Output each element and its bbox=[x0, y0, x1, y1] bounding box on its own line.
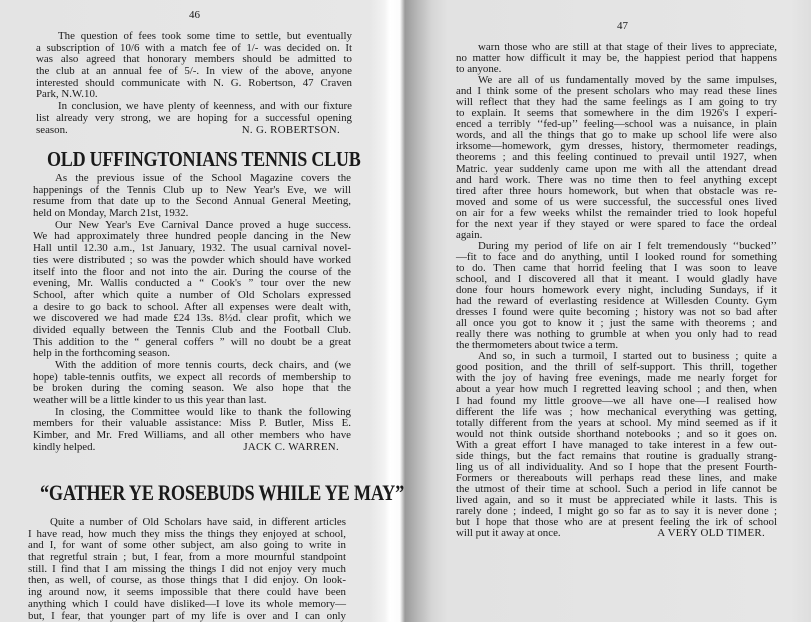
text-line-content: will put it away at once. bbox=[456, 527, 561, 539]
text-line: itself into the floor and not into the air. During the course of the bbox=[33, 267, 351, 279]
text-line bbox=[456, 528, 777, 539]
tennis-club-heading: OLD UFFINGTONIANS TENNIS CLUB bbox=[47, 147, 360, 172]
text-line bbox=[33, 442, 351, 454]
paragraph bbox=[36, 31, 352, 101]
text-line: with the joy of having free evenings, made me nearly forget for bbox=[456, 373, 777, 384]
text-line: held on Monday, March 21st, 1932. bbox=[33, 208, 351, 220]
text-line: totally different from the years at school. My mind seemed as if it bbox=[456, 418, 777, 429]
text-line: With a great effort I have managed to take interest in a few out- bbox=[456, 440, 777, 451]
rosebuds-text bbox=[28, 517, 346, 622]
football-club-text bbox=[36, 31, 352, 136]
text-line: that regretful strain ; but, I fear, from a more mournful standpoint bbox=[28, 552, 346, 564]
text-line: help in the forthcoming season. bbox=[33, 348, 351, 360]
text-line: interested should communicate with N. G. Robertson, 47 Craven bbox=[36, 78, 352, 90]
text-line: happenings of the Tennis Club up to New Year's Eve, we will bbox=[33, 185, 351, 197]
author-signature: N. G. ROBERTSON. bbox=[242, 125, 340, 137]
text-line: weather will be a little kinder to us this year than last. bbox=[33, 395, 351, 407]
text-line: Park, N.W.10. bbox=[36, 89, 352, 101]
text-line: but, I fear, that younger part of my life is over and I can only bbox=[28, 611, 346, 622]
text-line: still. I find that I am missing the things I did not enjoy very much bbox=[28, 564, 346, 576]
text-line: was also agreed that honorary members should be admitted to bbox=[36, 54, 352, 66]
text-line: list already very strong, we are hoping for a successful opening bbox=[36, 113, 352, 125]
text-line: Hall until 12.30 a.m., 1st January, 1932. The usual carnival novel- bbox=[33, 243, 351, 255]
text-line: a desire to go back to school. After all expenses were dealt with, bbox=[33, 302, 351, 314]
author-signature: A VERY OLD TIMER. bbox=[657, 528, 765, 539]
text-line-content: season. bbox=[36, 124, 68, 136]
text-line bbox=[36, 125, 352, 137]
paragraph bbox=[33, 360, 351, 407]
rosebuds-heading: “GATHER YE ROSEBUDS WHILE YE MAY” bbox=[40, 480, 404, 506]
text-line: different the life was ; how mechanical everything was getting, bbox=[456, 407, 777, 418]
paragraph bbox=[456, 241, 777, 351]
text-line: and I think some of the present scholars who may read these lines bbox=[456, 86, 777, 97]
text-line: for the next year if they stayed or were spared to face the ordeal bbox=[456, 219, 777, 230]
text-line: would not think outside shorthand notebooks ; and so it goes on. bbox=[456, 429, 777, 440]
text-line: side things, but the fact remains that routine is gradually strang- bbox=[456, 451, 777, 462]
text-line: We had approximately three hundred people dancing in the New bbox=[33, 231, 351, 243]
text-line: enced a terribly ‘‘fed-up’’ feeling—school was a nuisance, in plain bbox=[456, 119, 777, 130]
text-line: good position, and the thrill of self-support. This thrill, together bbox=[456, 362, 777, 373]
text-line: then, as well, of course, as those things that I did enjoy. On look- bbox=[28, 575, 346, 587]
text-line: we discovered we had made £24 13s. 8½d. clear profit, which we bbox=[33, 313, 351, 325]
text-line: Quite a number of Old Scholars have said, in different articles bbox=[28, 517, 346, 529]
text-line: This addition to the “ general coffers ” will no doubt be a great bbox=[33, 337, 351, 349]
author-signature: JACK C. WARREN. bbox=[243, 442, 339, 454]
text-line: dresses I found were quite becoming ; history was not so bad after bbox=[456, 307, 777, 318]
text-line: The question of fees took some time to settle, but eventually bbox=[36, 31, 352, 43]
text-line: to anyone. bbox=[456, 64, 777, 75]
text-line: again. bbox=[456, 230, 777, 241]
paragraph bbox=[28, 517, 346, 622]
text-line: ling us of all individuality. And so I hope that the present Fourth- bbox=[456, 462, 777, 473]
rosebuds-continued-text bbox=[456, 42, 777, 539]
text-line: ing around now, it seems impossible that there could have been bbox=[28, 587, 346, 599]
text-line: We are all of us fundamentally moved by the same impulses, bbox=[456, 75, 777, 86]
text-line: rarely done ; indeed, I might go so far as to say it is never done ; bbox=[456, 506, 777, 517]
text-line: and I, for want of some other subject, am also going to write in bbox=[28, 540, 346, 552]
text-line: moved and some of us were successful, the successful ones lived bbox=[456, 197, 777, 208]
text-line: the thermometers about twice a term. bbox=[456, 340, 777, 351]
text-line: to explain. It seems that somewhere in the dim 1926's I experi- bbox=[456, 108, 777, 119]
text-line: no matter how difficult it may be, the happiest period that happens bbox=[456, 53, 777, 64]
text-line: but I hope that those who are at present feeling the irk of school bbox=[456, 517, 777, 528]
text-line-content: kindly helped. bbox=[33, 441, 95, 453]
text-line: Our New Year's Eve Carnival Dance proved a huge success. bbox=[33, 220, 351, 232]
text-line: lived again, and so it must be appreciated while it lasts. This is bbox=[456, 495, 777, 506]
text-line: I had found my little groove—we all have one—I realised how bbox=[456, 396, 777, 407]
text-line: In conclusion, we have plenty of keenness, and with our fixture bbox=[36, 101, 352, 113]
text-line: tired after three hours homework, but when that obstacle was re- bbox=[456, 186, 777, 197]
paragraph bbox=[33, 407, 351, 454]
text-line: theorems ; and this feeling continued to prevail until 1927, when bbox=[456, 152, 777, 163]
paragraph bbox=[36, 101, 352, 136]
text-line: During my period of life on air I felt tremendously ‘‘bucked’’ bbox=[456, 241, 777, 252]
text-line: divided equally between the Tennis Club and the Football Club. bbox=[33, 325, 351, 337]
paragraph bbox=[33, 173, 351, 220]
text-line: Matric. year suddenly came upon me with all the attendant dread bbox=[456, 164, 777, 175]
text-line: the utmost of their time at school. Such a period in life cannot be bbox=[456, 484, 777, 495]
text-line: words, and all the things that go to make up school life were also bbox=[456, 130, 777, 141]
page-number: 47 bbox=[617, 20, 628, 32]
text-line: hope) table-tennis outfits, we expect all records of membership to bbox=[33, 372, 351, 384]
text-line: ties were distributed ; so was the powder which should have worked bbox=[33, 255, 351, 267]
text-line: be broken during the coming season. We also hope that the bbox=[33, 383, 351, 395]
paragraph bbox=[456, 351, 777, 539]
text-line: In closing, the Committee would like to thank the following bbox=[33, 407, 351, 419]
text-line: members for their valuable assistance: Miss P. Butler, Miss E. bbox=[33, 418, 351, 430]
text-line: anything which I could have disliked—I love its whole memory— bbox=[28, 599, 346, 611]
text-line: Formers or thereabouts will perhaps read these lines, and make bbox=[456, 473, 777, 484]
text-line: the club at an annual fee of 5/-. In view of the above, anyone bbox=[36, 66, 352, 78]
text-line: I have read, how much they miss the things they enjoyed at school, bbox=[28, 529, 346, 541]
text-line: really there was nothing to grumble at when you only had to read bbox=[456, 329, 777, 340]
text-line: and hard work. There was no time then to feel anything except bbox=[456, 175, 777, 186]
paragraph bbox=[456, 42, 777, 75]
text-line: With the addition of more tennis courts, deck chairs, and (we bbox=[33, 360, 351, 372]
text-line: As the previous issue of the School Magazine covers the bbox=[33, 173, 351, 185]
text-line: done four hours homework every night, including Sundays, if it bbox=[456, 285, 777, 296]
paragraph bbox=[33, 220, 351, 360]
text-line: had the reward of everlasting residence at Willesden County. Gym bbox=[456, 296, 777, 307]
text-line: all once you got to know it ; just the same with theorems ; and bbox=[456, 318, 777, 329]
text-line: —fit to face and do anything, until I looked round for something bbox=[456, 252, 777, 263]
text-line: school, and I discovered all that it meant. I would gladly have bbox=[456, 274, 777, 285]
text-line: warn those who are still at that stage of their lives to appreciate, bbox=[456, 42, 777, 53]
text-line: to do. Then came that horrid feeling that I was soon to leave bbox=[456, 263, 777, 274]
text-line: about a year how much I regretted leaving school ; and then, when bbox=[456, 384, 777, 395]
text-line: on air for a few weeks whilst the remainder tried to look hopeful bbox=[456, 208, 777, 219]
text-line: a subscription of 10/6 with a match fee of 1/- was decided on. It bbox=[36, 43, 352, 55]
text-line: resume from that date up to the Second Annual General Meeting, bbox=[33, 196, 351, 208]
page-number: 46 bbox=[189, 9, 200, 21]
tennis-club-text bbox=[33, 173, 351, 454]
text-line: evening, Mr. Wallis conducted a “ Cook's ” tour over the new bbox=[33, 278, 351, 290]
text-line: Kimber, and Mr. Fred Williams, and all other members who have bbox=[33, 430, 351, 442]
paragraph bbox=[456, 75, 777, 241]
text-line: irksome—homework, gym dresses, history, thermometer readings, bbox=[456, 141, 777, 152]
text-line: will reflect that they had the same feelings as I am going to try bbox=[456, 97, 777, 108]
text-line: School, after which quite a number of Old Scholars expressed bbox=[33, 290, 351, 302]
text-line: And so, in such a turmoil, I started out to business ; quite a bbox=[456, 351, 777, 362]
